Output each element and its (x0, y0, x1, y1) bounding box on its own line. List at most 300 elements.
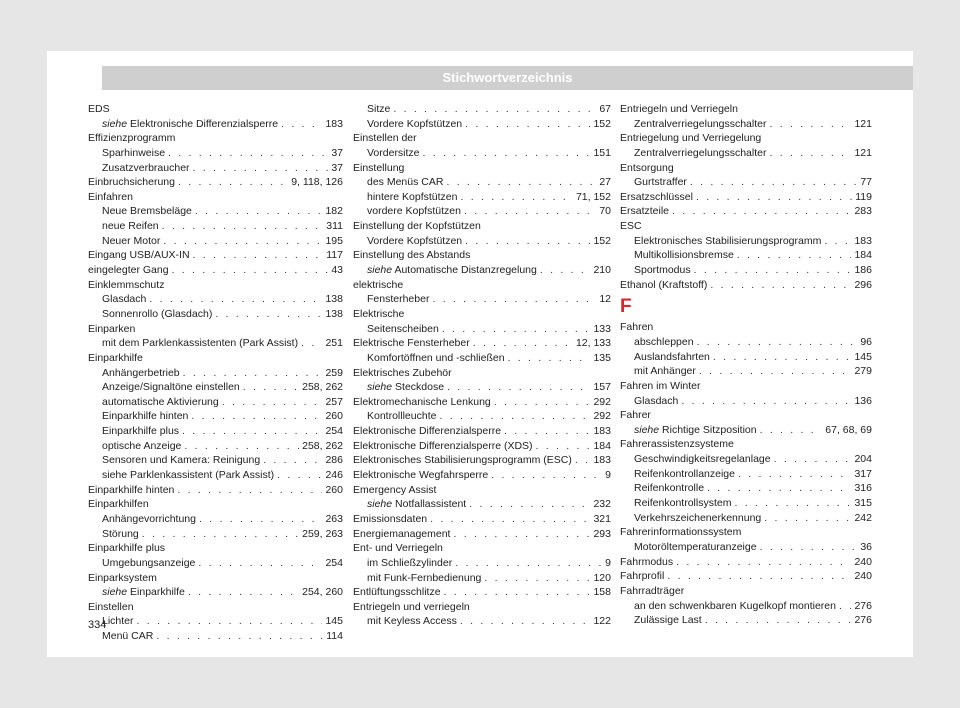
entry-label: Zusatzverbraucher (102, 161, 190, 174)
index-entry (88, 351, 343, 366)
entry-text (88, 541, 165, 556)
page-reference: 183 (854, 234, 872, 247)
entry-label: Störung (102, 527, 139, 540)
entry-label: Einparkhilfe plus (102, 425, 180, 438)
index-entry (620, 569, 872, 584)
index-entry (620, 131, 872, 146)
entry-text (367, 322, 439, 337)
entry-label: Sonnenrollo (Glasdach) (102, 307, 213, 320)
dot-leader (442, 322, 591, 337)
dot-leader (465, 117, 590, 132)
entry-label: Zulässige Last (634, 614, 702, 627)
page-reference: 254 (325, 556, 343, 569)
index-entry (88, 541, 343, 556)
page-reference: 276 (854, 614, 872, 627)
dot-leader (281, 117, 322, 132)
entry-label: optische Anzeige (102, 439, 182, 452)
index-entry (88, 263, 343, 278)
page-reference: 184 (854, 249, 872, 262)
dot-leader (149, 292, 322, 307)
dot-leader (156, 629, 323, 644)
dot-leader (713, 350, 852, 365)
page-reference: 316 (854, 482, 872, 495)
entry-text (634, 248, 734, 263)
dot-leader (168, 146, 328, 161)
index-entry (353, 541, 611, 556)
entry-text (367, 102, 390, 117)
dot-leader (676, 555, 851, 570)
entry-label: Elektronische Differenzialsperre (XDS) (353, 439, 533, 452)
dot-leader (172, 263, 329, 278)
page-reference: 27 (599, 176, 611, 189)
entry-label: Komfortöffnen und -schließen (367, 351, 505, 364)
index-subentry (353, 292, 611, 307)
entry-text (634, 146, 766, 161)
page-reference: 182 (325, 205, 343, 218)
index-subentry (88, 146, 343, 161)
page-reference: 259 (325, 366, 343, 379)
index-subentry (88, 366, 343, 381)
index-subentry (620, 175, 872, 190)
index-subentry (620, 117, 872, 132)
entry-text (102, 336, 298, 351)
index-subentry (620, 350, 872, 365)
dot-leader (193, 161, 329, 176)
entry-text (620, 320, 653, 335)
entry-label: Einfahren (88, 190, 133, 203)
entry-label: Fahren (620, 321, 654, 334)
entry-text (88, 248, 190, 263)
entry-label: Reifenkontrollsystem (634, 497, 732, 510)
page-reference: 258, 262 (302, 439, 343, 452)
page-reference: 296 (854, 278, 872, 291)
entry-text (102, 409, 188, 424)
index-entry (88, 102, 343, 117)
dot-leader (760, 540, 858, 555)
page-reference: 292 (593, 410, 611, 423)
page-reference: 292 (593, 395, 611, 408)
entry-text (353, 424, 501, 439)
page-reference: 77 (860, 176, 872, 189)
entry-label: Fahren im Winter (620, 379, 701, 392)
index-entry (353, 131, 611, 146)
entry-text (102, 453, 260, 468)
dot-leader (222, 395, 323, 410)
entry-text (102, 395, 219, 410)
dot-leader (193, 248, 324, 263)
dot-leader (195, 204, 323, 219)
index-subentry (88, 527, 343, 542)
index-entry (88, 497, 343, 512)
index-entry (353, 439, 611, 454)
dot-leader (769, 146, 851, 161)
page-reference: 121 (854, 117, 872, 130)
entry-label: Einstellen der (353, 132, 417, 145)
entry-label: Vordere Kopfstützen (367, 234, 463, 247)
page-reference: 242 (854, 511, 872, 524)
dot-leader (460, 190, 572, 205)
entry-text (620, 219, 642, 234)
see-reference: siehe (634, 423, 660, 436)
entry-label: Einparkhilfe plus (88, 542, 166, 555)
entry-text (88, 175, 175, 190)
index-subentry (88, 161, 343, 176)
dot-leader (446, 175, 596, 190)
entry-text (353, 600, 470, 615)
entry-text (353, 161, 404, 176)
entry-label: Reifenkontrollanzeige (634, 467, 735, 480)
entry-text (353, 468, 488, 483)
entry-text (102, 146, 165, 161)
index-subentry (353, 322, 611, 337)
page-reference: 183 (593, 454, 611, 467)
entry-label: Entlüftungsschlitze (353, 586, 441, 599)
index-subentry (88, 234, 343, 249)
entry-label: Vordersitze (367, 146, 420, 159)
entry-text (88, 278, 164, 293)
page-reference: 240 (854, 570, 872, 583)
index-subentry (88, 292, 343, 307)
dot-leader (465, 234, 590, 249)
entry-label: mit Funk-Fernbedienung (367, 571, 482, 584)
entry-text (620, 569, 664, 584)
page-reference: 183 (325, 117, 343, 130)
index-entry (353, 453, 611, 468)
entry-label: neue Reifen (102, 220, 159, 233)
index-subentry (353, 234, 611, 249)
entry-label: Elektronisches Stabilisierungsprogramm (ESC) (353, 454, 572, 467)
index-entry (620, 320, 872, 335)
entry-text (102, 307, 212, 322)
page-reference: 286 (325, 454, 343, 467)
entry-label: Neue Bremsbeläge (102, 205, 192, 218)
entry-label: Eingang USB/AUX-IN (88, 249, 190, 262)
entry-text (367, 146, 420, 161)
entry-text (620, 525, 741, 540)
index-entry (620, 161, 872, 176)
entry-text (102, 439, 181, 454)
page-reference: 114 (326, 630, 343, 643)
entry-text (367, 614, 457, 629)
index-subentry (353, 102, 611, 117)
index-entry (353, 219, 611, 234)
page-reference: 121 (854, 146, 872, 159)
dot-leader (694, 263, 852, 278)
entry-label: Einparkhilfe hinten (102, 410, 189, 423)
dot-leader (393, 102, 596, 117)
entry-label: abschleppen (634, 335, 694, 348)
page-reference: 133 (593, 322, 611, 335)
entry-label: Elektronische Differenzialsperre (130, 117, 279, 130)
entry-text (102, 614, 134, 629)
entry-label: Notfallassistent (395, 498, 467, 511)
dot-leader (672, 204, 851, 219)
entry-text (620, 190, 693, 205)
dot-leader (764, 511, 851, 526)
entry-label: Einstellen (88, 600, 134, 613)
index-entry (353, 336, 611, 351)
entry-text (634, 350, 710, 365)
dot-leader (215, 307, 322, 322)
entry-text (634, 540, 757, 555)
dot-leader (737, 248, 852, 263)
entry-label: Elektrisches Zubehör (353, 366, 452, 379)
entry-label: Anhängevorrichtung (102, 512, 196, 525)
page-reference: 259, 263 (302, 527, 343, 540)
page-reference: 36 (860, 540, 872, 553)
entry-label: Entriegelung und Verriegelung (620, 132, 762, 145)
entry-text (367, 409, 436, 424)
dot-leader (447, 380, 590, 395)
page-reference: 136 (854, 394, 872, 407)
index-subentry (620, 481, 872, 496)
index-entry (620, 278, 872, 293)
dot-leader (444, 585, 591, 600)
document-page (47, 51, 913, 657)
index-entry (620, 102, 872, 117)
entry-label: siehe Parklenkassistent (Park Assist) (102, 469, 275, 482)
entry-text (102, 234, 160, 249)
entry-label: Fahrerassistenzsysteme (620, 438, 734, 451)
entry-text (353, 512, 427, 527)
dot-leader (734, 496, 851, 511)
entry-text (367, 204, 461, 219)
entry-label: mit Keyless Access (367, 615, 457, 628)
entry-text (634, 175, 687, 190)
entry-text (353, 278, 403, 293)
entry-label: Elektrische (353, 307, 405, 320)
page-reference: 184 (593, 439, 611, 452)
dot-leader (504, 424, 590, 439)
entry-label: Anhängerbetrieb (102, 366, 180, 379)
entry-label: Zentralverriegelungsschalter (634, 146, 767, 159)
dot-leader (760, 423, 823, 438)
entry-text (367, 380, 444, 395)
dot-leader (697, 335, 858, 350)
dot-leader (699, 364, 852, 379)
entry-text (620, 161, 674, 176)
entry-label: Entriegeln und Verriegeln (620, 103, 738, 115)
entry-label: Fahrer (620, 409, 651, 422)
index-subentry (620, 335, 872, 350)
entry-label: Einklemmschutz (88, 278, 165, 291)
index-entry (353, 248, 611, 263)
index-entry (620, 555, 872, 570)
index-subentry (353, 497, 611, 512)
entry-label: Multikollisionsbremse (634, 249, 734, 262)
index-entry (88, 600, 343, 615)
page-reference: 145 (325, 615, 343, 628)
entry-label: Geschwindigkeitsregelanlage (634, 453, 771, 466)
index-subentry (353, 571, 611, 586)
index-subentry (88, 424, 343, 439)
entry-label: Reifenkontrolle (634, 482, 705, 495)
entry-label: Automatische Distanzregelung (394, 264, 537, 277)
page-reference: 120 (593, 571, 611, 584)
index-subentry (88, 468, 343, 483)
see-reference: siehe (102, 117, 128, 130)
page-reference: 276 (854, 599, 872, 612)
entry-text (88, 263, 169, 278)
dot-leader (839, 599, 852, 614)
index-subentry (353, 146, 611, 161)
index-entry (620, 525, 872, 540)
index-subentry (88, 336, 343, 351)
dot-leader (188, 585, 299, 600)
page-reference: 283 (854, 205, 872, 218)
page-reference: 37 (331, 146, 343, 159)
page-reference: 9 (605, 556, 611, 569)
index-entry (353, 395, 611, 410)
index-subentry (353, 117, 611, 132)
entry-text (102, 219, 159, 234)
entry-label: Lichter (102, 615, 134, 628)
dot-leader (536, 439, 591, 454)
index-subentry (88, 204, 343, 219)
entry-text (88, 131, 175, 146)
index-subentry (620, 248, 872, 263)
entry-label: elektrische (353, 278, 404, 291)
entry-label: an den schwenkbaren Kugelkopf montieren (634, 599, 836, 612)
entry-text (88, 190, 133, 205)
dot-leader (423, 146, 591, 161)
page-reference: 232 (593, 498, 611, 511)
index-letter-heading (620, 292, 872, 320)
entry-label: Fensterheber (367, 293, 430, 306)
index-subentry (353, 380, 611, 395)
page-reference: 240 (854, 555, 872, 568)
dot-leader (430, 512, 590, 527)
entry-text (88, 351, 143, 366)
entry-text (353, 307, 404, 322)
entry-text (88, 102, 110, 117)
entry-text (620, 278, 707, 293)
entry-text (353, 527, 450, 542)
entry-label: Fahrerinformationssystem (620, 526, 742, 539)
entry-label: Effizienzprogramm (88, 132, 176, 145)
index-subentry (88, 219, 343, 234)
page-reference: 43 (331, 264, 343, 277)
index-entry (353, 527, 611, 542)
index-subentry (353, 409, 611, 424)
index-subentry (353, 204, 611, 219)
page-reference: 186 (854, 264, 872, 277)
index-entry (353, 585, 611, 600)
entry-text (634, 599, 836, 614)
dot-leader (198, 556, 322, 571)
page-reference: 71, 152 (575, 190, 611, 203)
dot-leader (508, 351, 591, 366)
page-reference: 251 (325, 337, 343, 350)
dot-leader (137, 614, 323, 629)
entry-label: Fahrradträger (620, 584, 685, 597)
page-reference: 138 (325, 293, 343, 306)
dot-leader (690, 175, 857, 190)
entry-label: Verkehrszeichenerkennung (634, 511, 762, 524)
index-column-2 (353, 102, 611, 629)
entry-label: Umgebungsanzeige (102, 556, 196, 569)
index-subentry (620, 146, 872, 161)
page-reference: 254, 260 (302, 586, 343, 599)
index-subentry (88, 585, 343, 600)
index-column-1 (88, 102, 343, 644)
dot-leader (696, 190, 852, 205)
entry-label: Anzeige/Signaltöne einstellen (102, 381, 240, 394)
entry-label: Neuer Motor (102, 234, 161, 247)
index-subentry (88, 117, 343, 132)
index-subentry (620, 467, 872, 482)
entry-text (367, 117, 462, 132)
entry-label: Einparkhilfen (88, 498, 149, 511)
index-subentry (88, 395, 343, 410)
index-subentry (88, 439, 343, 454)
entry-text (634, 496, 731, 511)
entry-text (634, 117, 766, 132)
index-subentry (620, 364, 872, 379)
see-reference: siehe (367, 381, 393, 394)
entry-text (88, 322, 135, 337)
index-subentry (620, 263, 872, 278)
entry-label: hintere Kopfstützen (367, 190, 458, 203)
dot-leader (177, 483, 322, 498)
index-column-3 (620, 102, 872, 628)
dot-leader (494, 395, 591, 410)
entry-text (620, 379, 701, 394)
entry-text (620, 437, 734, 452)
dot-leader (199, 512, 322, 527)
entry-label: Richtige Sitzposition (662, 423, 757, 436)
index-entry (88, 278, 343, 293)
entry-text (353, 453, 572, 468)
page-reference: 117 (326, 249, 343, 262)
entry-text (102, 204, 192, 219)
entry-text (634, 423, 757, 438)
entry-text (353, 395, 491, 410)
index-subentry (620, 423, 872, 438)
index-subentry (620, 234, 872, 249)
entry-label: Fahrprofil (620, 570, 665, 583)
entry-label: Energiemanagement (353, 527, 451, 540)
page-reference: 12, 133 (575, 337, 611, 350)
index-subentry (353, 556, 611, 571)
entry-text (620, 204, 669, 219)
entry-label: Glasdach (102, 293, 147, 306)
page-reference: 152 (593, 234, 611, 247)
dot-leader (540, 263, 591, 278)
index-subentry (353, 351, 611, 366)
index-subentry (88, 409, 343, 424)
entry-text (102, 424, 179, 439)
see-reference: siehe (367, 498, 393, 511)
entry-label: Einparkhilfe (88, 351, 143, 364)
dot-leader (301, 336, 322, 351)
index-subentry (353, 190, 611, 205)
entry-label: Seitenscheiben (367, 322, 439, 335)
page-reference: 9 (605, 469, 611, 482)
page-reference: 183 (593, 425, 611, 438)
dot-leader (183, 366, 323, 381)
entry-text (88, 571, 157, 586)
entry-text (620, 131, 761, 146)
page-reference: 311 (326, 220, 343, 233)
entry-text (102, 117, 278, 132)
entry-text (353, 366, 452, 381)
page-reference: 122 (593, 615, 611, 628)
dot-leader (484, 571, 590, 586)
index-entry (88, 322, 343, 337)
entry-text (353, 336, 470, 351)
index-entry (620, 437, 872, 452)
